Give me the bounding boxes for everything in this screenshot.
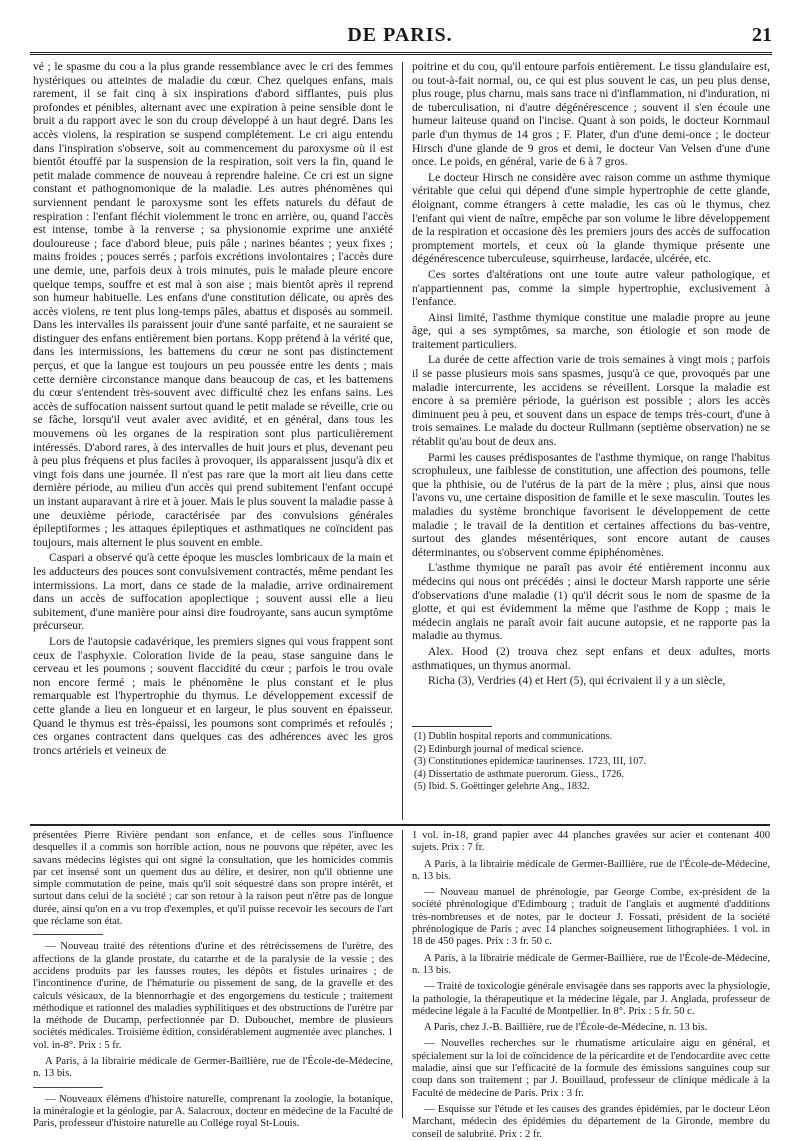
book-notice: — Nouveau traité des rétentions d'urine et des rétrécissemens de l'urètre, des affections de la glande prostate, du catarrhe et de la paralysie de la vessie ; des accidens produits par les fausses routes, les dépôts et fistules urinaires ; de l'incontinence d'urine, de l'hématurie ou pissement de sang, de la gravelle et des calculs vésicaux, de la blennorrhagie et des engorgemens du testicule ; traitement méthodique et rationnel des maladies syphilitiques et des obstructions de l'urètre par la méthode de Ducamp, perfectionnée par D. Dubouchet, membre de plusieurs sociétés médicales. Troisième édition, considérablement augmentée avec planches. 1 vol. in-8°. Prix : 5 fr. <box>33 941 393 1051</box>
right-column <box>412 60 770 820</box>
paragraph: vé ; le spasme du cou a la plus grande ressemblance avec le cri des femmes hystériques ou atteintes de maladie du cœur. Chez quelques enfans, mais rarement, il se fait cinq à six inspirations d'abord sifflantes, puis plus profondes et pénibles, alternant avec une expiration à peine sensible dont le bruit a du rapport avec le son du croup développé à un haut degré. Dans les accès violens, la respiration se suspend complétement. Le cri aigu entendu dans l'inspiration s'observe, soit au commencement du paroxysme où il est bientôt étouffé par la suspension de la respiration, soit vers la fin, quand le petit malade commence de nouveau à reprendre haleine. Ce cri est un signe constant et pathognomonique de la maladie. Les autres phénomènes qui surviennent pendant le paroxysme sont les effets naturels du défaut de respiration : l'enfant fléchit violemment le tronc en arrière, ou, quand l'accès est intense, tombe à la renverse ; sa physionomie exprime une anxiété douloureuse ; face d'abord bleue, puis pâle ; narines béantes ; yeux fixes ; mains froides ; pouces serrés ; parfois excrétions involontaires ; l'accès dure une demie, une, parfois deux à trois minutes, puis le malade pleure encore quelque temps, souffre et est mal à son aise ; mais bientôt après il reprend son humeur habituelle. Les enfans d'une constitution délicate, ou après des accès violens, re tent plus long-temps pâles, abattus et disposés au sommeil. Dans les intervalles ils paraissent jouir d'une santé parfaite, et ne sauraient se distinguer des enfans entièrement bien portans. Kopp prétend à la vérité que, dans les intermissions, les battemens du cœur ne sont pas distinctement perçus, et que la langue est toujours un peu poussée entre les dents ; mais cette dernière circonstance manque dans beaucoup de cas, et les battemens du cœur s'entendent très-souvent avec difficulté chez les enfans sains. Les accès de suffocation naissent surtout quand le petit malade se réveille, crie ou se fâche, lorsqu'il veut avaler avec avidité, et en général, dans tous les mouvemens où les organes de la respiration sont plus particulièrement intéressés. D'abord rares, à des intervalles de huit jours et plus, devenant peu à peu plus fréquens et plus faciles à provoquer, ils apparaissent jusqu'à dix et vingt fois dans une journée. Il n'est pas rare que la mort ait lieu dans cette dernière période, au milieu d'un accès qui prend subitement l'enfant occupé un instant auparavant à rire et à jouer. Mais le plus souvent la maladie passe à une deuxième période, caractérisée par des convulsions générales épileptiformes ; les attaques épileptiques et asthmatiques ne coïncident pas toujours, mais alternent le plus souvent en emble. <box>33 60 393 549</box>
paragraph: Richa (3), Verdries (4) et Hert (5), qui écrivaient il y a un siècle, <box>428 674 726 688</box>
page-number: 21 <box>752 24 772 46</box>
paragraph: poitrine et du cou, qu'il entoure parfois entièrement. Le tissu glandulaire est, ou tout-à-fait normal, ou, ce qui est plus souvent le cas, un peu plus dense, plus rouge, plus charnu, mais sans trace ni d'inflammation, ni d'induration, ni de tuberculisation, ni d'autre dégénérescence ; souvent il s'en écoule une humeur laiteuse quand on l'incise. Quant à son poids, le docteur Kornmaul parle d'un thymus de 14 gros ; F. Plater, d'un d'une demi-once ; le docteur Hirsch d'une glande de 9 gros et demi, le docteur Van Velsen d'une d'une once. Le poids, en général, varie de 6 à 7 gros. <box>412 60 770 169</box>
column-divider <box>402 830 403 1118</box>
paragraph: Parmi les causes prédisposantes de l'asthme thymique, on range l'habitus scrophuleux, une faiblesse de constitution, une affection des poumons, telle que la phthisie, ou de l'utérus de la part de la mère ; plus, ainsi que nous l'avons vu, une certaine disposition de famille et le sexe masculin. Toutes les maladies du système bronchique favorisent le développement de cette maladie ; le travail de la dentition et certaines affections du bas-ventre, surtout des glandes mésentériques, sont encore autant de causes déterminantes, ou s'observent comme épiphénomènes. <box>412 450 770 559</box>
publisher-line: A Paris, à la librairie médicale de Germer-Baillière, rue de l'École-de-Médecine, n. 13 bis. <box>412 952 770 976</box>
page-header <box>0 22 800 52</box>
paragraph: Alex. Hood (2) trouva chez sept enfans et deux adultes, morts asthmatiques, un thymus anormal. <box>412 644 770 672</box>
book-notice: — Nouveau manuel de phrénologie, par George Combe, ex-président de la société phrénologique d'Edimbourg ; traduit de l'anglais et augmenté d'additions très-nombreuses et de notes, par le docteur J. Fossati, président de la société phrénologique de Paris ; avec 14 planches soigneusement lithographiées. 1 vol. in 18 de 450 pages. Prix : 3 fr. 50 c. <box>412 887 770 948</box>
footnote: (1) Dublin hospital reports and communications. <box>414 731 613 742</box>
paragraph: présentées Pierre Rivière pendant son enfance, et de celles sous l'influence desquelles il a commis son horrible action, nous ne pouvons que répéter, avec les savans médecins légistes qui ont signé la consultation, que les homicides commis par cet insensé sont un quement dus au délire, et desirer, non qu'il obtienne une simple commutation de peine, mais qu'il soit séquestré dans son propre intérêt, et surtout dans celui de la société ; car son retour à la raison peut n'être pas de longue durée, ainsi qu'on en a vu trop d'exemples, et qu'il puisse recevoir les secours de l'art que réclame son état. <box>33 830 393 928</box>
book-notice: — Traité de toxicologie générale envisagée dans ses rapports avec la physiologie, la pathologie, la thérapeutique et la médecine légale, par J. Anglada, professeur de médecine légale à la Faculté de Montpellier. In 8°. Prix : 5 fr. 50 c. <box>412 981 770 1017</box>
paragraph: Ainsi limité, l'asthme thymique constitue une maladie propre au jeune âge, qui a ses symptômes, sa marche, son étiologie et son mode de traitement particuliers. <box>412 310 770 351</box>
paragraph: L'asthme thymique ne paraît pas avoir été entièrement inconnu aux médecins qui nous ont précédés ; ainsi le docteur Marsh rapporte une série d'observations d'une maladie (1) qu'il décrit sous le nom de spasme de la glotte, et qui est évidemment la même que l'asthme de Kopp ; mais le médecin anglais ne paraît avoir fait aucune autopsie, et ne rapporte pas la maladie au thymus. <box>412 561 770 643</box>
publisher-line: A Paris, à la librairie médicale de Germer-Baillière, rue de l'École-de-Médecine, n. 13 bis. <box>33 1056 393 1080</box>
paragraph: Le docteur Hirsch ne considère avec raison comme un asthme thymique véritable que celui qui dépend d'une simple hypertrophie de cette glande, éloignant, comme étrangers à cette maladie, les cas où le thymus, chez l'enfant qui vient de naître, empêche par son volume le libre développement de la respiration et occasione dès les premiers jours des accès de suffocation promptement mortels, et ceux où la glande thymique présente une dégénérescence tuberculeuse, squirrheuse, lardacée, ulcérée, etc. <box>412 170 770 266</box>
footnote: (2) Edinburgh journal of medical science. <box>414 743 584 755</box>
separator <box>33 934 103 935</box>
paragraph: Ces sortes d'altérations ont une toute autre valeur pathologique, et n'appartiennent pas, comme la simple hypertrophie, exclusivement à l'enfance. <box>412 267 770 309</box>
publisher-line: A Paris, chez J.-B. Baillière, rue de l'École-de-Médecine, n. 13 bis. <box>424 1022 708 1034</box>
book-notice: — Nouvelles recherches sur le rhumatisme articulaire aigu en général, et spécialement sur la loi de coïncidence de la péricardite et de l'endocardite avec cette maladie, ainsi que sur l'efficacité de la formule des émissions sanguines coup sur coup dans son traitement ; par J. Bouillaud, professeur de clinique médicale à la Faculté de médecine de Paris. Prix : 3 fr. <box>412 1038 770 1099</box>
paragraph: Caspari a observé qu'à cette époque les muscles lombricaux de la main et les adducteurs des pouces sont convulsivement contractés, même pendant les intermissions. La mort, dans ce stade de la maladie, arrive ordinairement dans un accès de suffocation apoplectique ; souvent aussi elle a lieu subitement, d'une manière pour ainsi dire foudroyante, sans aucun symptôme précurseur. <box>33 551 393 633</box>
footnotes <box>414 731 770 794</box>
footnote: (5) Ibid. S. Goëttinger gelehrte Ang., 1832. <box>414 781 590 793</box>
footnote: (3) Constitutiones epidemicæ taurinenses. 1723, III, 107. <box>414 756 647 768</box>
running-title: DE PARIS. <box>347 24 453 46</box>
column-divider <box>402 62 403 820</box>
bottom-left-column <box>33 830 393 1130</box>
book-notice: 1 vol. in-18, grand papier avec 44 planches gravées sur acier et contenant 400 sujets. Prix : 7 fr. <box>412 830 770 854</box>
left-column <box>33 60 393 820</box>
bottom-right-column <box>412 830 770 1140</box>
paragraph: La durée de cette affection varie de trois semaines à vingt mois ; parfois il se passe plusieurs mois sans spasmes, jusqu'à ce que, provoqués par une maladie intercurrente, les accidens se réveillent. Lorsque la maladie est encore à sa première période, la guérison est possible ; alors les accès diminuent peu à peu, et souvent dans un espace de temps très-court, d'une à trois semaines. Le malade du docteur Rullmann (septième observation) ne se rétablit qu'au bout de deux ans. <box>412 353 770 449</box>
footnote-rule <box>412 726 492 727</box>
section-rule <box>30 824 770 826</box>
paragraph: Lors de l'autopsie cadavérique, les premiers signes qui vous frappent sont ceux de l'asphyxie. Coloration livide de la peau, stase sanguine dans le cerveau et les poumons ; souvent flaccidité du cœur ; parfois le trou ovale non encore fermé ; mais le phénomène le plus constant et le plus remarquable est l'hypertrophie du thymus. Le développement excessif de cette glande a lieu en longueur et en largeur, le plus souvent en épaisseur. Quand le thymus est très-épaissi, les poumons sont comprimés et refoulés ; ces organes contractent dans quelques cas des adhérences avec les gros troncs artériels et veineux de <box>33 634 393 757</box>
footnote: (4) Dissertatio de asthmate puerorum. Giess., 1726. <box>414 768 624 780</box>
book-notice: — Esquisse sur l'étude et les causes des grandes épidémies, par le docteur Léon Marchant, médecin des épidémies du département de la Gironde, membre du conseil de salubrité. Prix : 2 fr. <box>412 1103 770 1140</box>
book-notice: — Nouveaux élémens d'histoire naturelle, comprenant la zoologie, la botanique, la minéralogie et la géologie, par A. Salacroux, docteur en médecine de la Faculté de Paris, professeur d'histoire naturelle au Collége royal St-Louis. <box>33 1093 393 1130</box>
separator <box>33 1087 103 1088</box>
header-rule <box>30 52 772 55</box>
publisher-line: A Paris, à la librairie médicale de Germer-Baillière, rue de l'École-de-Médecine, n. 13 bis. <box>412 858 770 882</box>
